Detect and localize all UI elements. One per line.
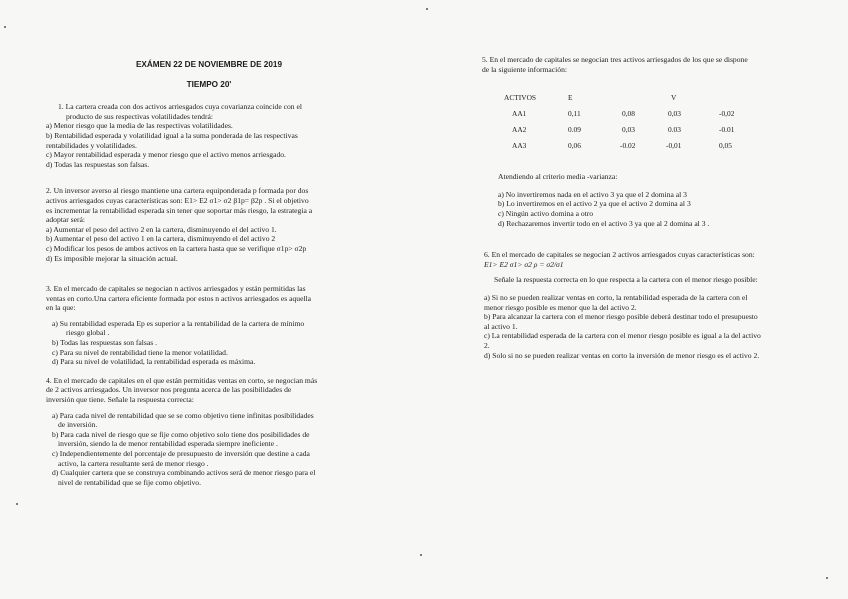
scan-speck [420,554,422,556]
scan-speck [826,577,828,579]
q3-option: c) Para su nivel de rentabilidad tiene la menor volatilidad. [52,347,228,357]
table-cell: -0.01 [719,125,735,135]
question-5 [482,55,802,74]
q3-stem-line: ventas en corto.Una cartera eficiente formada por estos n activos arriesgados es aquella [46,293,312,303]
q6-stem: 6. En el mercado de capitales se negocian 2 activos arriesgados cuyas características son: [484,250,755,260]
q6-option: c) La rentabilidad esperada de la cartera con el menor riesgo posible es igual a la del activo [484,331,761,341]
q2-option: d) Es imposible mejorar la situación actual. [46,253,178,263]
q5-criterion: Atendiendo al criterio media -varianza: [498,172,618,182]
q6-option: menor riesgo posible es menor que la del activo 2. [484,302,637,312]
q2-stem-line: adoptar será: [46,215,86,225]
q2-option: c) Modificar los pesos de ambos activos en la cartera hasta que se verifique σ1p> σ2p [46,243,307,253]
scan-speck [16,503,18,505]
q3-option: b) Todas las respuestas son falsas . [52,338,157,348]
q2-option: b) Aumentar el peso del activo 1 en la cartera, disminuyendo el del activo 2 [46,234,276,244]
table-header: ACTIVOS [504,93,537,103]
q1-option: b) Rentabilidad esperada y volatilidad igual a la suma ponderada de las respectivas [46,130,298,140]
q6-options [484,293,802,360]
table-cell: 0,03 [668,109,681,119]
q5-option: b) Lo invertiremos en el activo 2 ya que el activo 2 domina al 3 [498,199,691,209]
q3-options [46,319,372,367]
left-column [46,60,372,487]
q4-option: c) Independientemente del porcentaje de presupuesto de inversión que destine a cada [52,449,310,458]
q1-options [46,121,372,169]
table-cell: -0.02 [620,141,636,151]
table-cell: 0,11 [568,109,581,119]
table-header: E [568,93,573,103]
q5-option: a) No invertiremos nada en el activo 3 ya que el 2 domina al 3 [498,189,687,199]
q1-option: rentabilidades y volatilidades. [46,140,137,150]
q2-stem-line: es incrementar la rentabilidad esperada sin tener que soportar más riesgo, la estrategia a [46,205,313,215]
q5-stem-line: de la siguiente información: [482,64,567,74]
q6-conditions: E1> E2 σ1> σ2 ρ = σ2/σ1 [484,259,564,269]
q3-stem-line: 3. En el mercado de capitales se negocian n activos arriesgados y están permitidas las [46,284,306,294]
q1-option: c) Mayor rentabilidad esperada y menor riesgo que el activo menos arriesgado. [46,150,286,160]
table-cell: 0,06 [568,141,581,151]
q5-stem-line: 5. En el mercado de capitales se negocian tres activos arriesgados de los que se dispone [482,55,748,64]
q4-option: a) Para cada nivel de rentabilidad que se se como objetivo tiene infinitas posibilidades [52,410,314,420]
q1-option: d) Todas las respuestas son falsas. [46,159,150,169]
q1-stem-line: producto de sus respectivas volatilidades tendrá: [66,111,213,121]
q6-option: al activo 1. [484,321,518,331]
question-6 [482,250,802,360]
table-cell: AA3 [512,141,527,151]
table-cell: 0.03 [668,125,681,135]
q4-option: b) Para cada nivel de riesgo que se fije como objetivo solo tiene dos posibilidades de [52,429,310,439]
q1-option: a) Menor riesgo que la media de las respectivas volatilidades. [46,121,233,131]
q2-stem-line: 2. Un inversor averso al riesgo mantiene una cartera equiponderada p formada por dos [46,186,309,196]
exam-title: EXÁMEN 22 DE NOVIEMBRE DE 2019 [135,60,283,69]
question-4 [46,376,372,488]
q5-option: c) Ningún activo domina a otro [498,208,594,218]
assets-table [482,93,802,155]
q6-option: d) Solo si no se pueden realizar ventas en corto la inversión de menor riesgo es el activo 2. [484,350,760,360]
q4-stem-line: 4. En el mercado de capitales en el que están permitidas ventas en corto, se negocian más [46,375,318,385]
q6-option: 2. [484,340,490,350]
q3-option: d) Para su nivel de volatilidad, la rentabilidad esperada es máxima. [52,357,256,367]
q4-options [46,411,372,488]
q4-option: nivel de rentabilidad que se fije como objetivo. [58,477,201,487]
table-cell: 0,08 [622,109,635,119]
q4-option: inversión, siendo la de menor rentabilidad esperada siempre ineficiente . [58,439,278,449]
q3-option: a) Su rentabilidad esperada Ep es superior a la rentabilidad de la cartera de mínimo [52,318,305,328]
table-cell: 0.09 [568,125,581,135]
table-cell: -0,02 [719,109,735,119]
right-column [482,55,802,360]
q6-option: b) Para alcanzar la cartera con el menor riesgo posible deberá destinar todo el presupuesto [484,312,758,322]
q4-option: activo, la cartera resultante será de menor riesgo . [58,458,209,468]
q2-stem-line: activos arriesgados cuyas características son: E1> E2 σ1> σ2 β1p= β2p . Si el objetivo [46,195,309,205]
q4-option: d) Cualquier cartera que se construya combinando activos será de menor riesgo para el [52,468,316,478]
question-1 [46,102,372,121]
q5-option: d) Rechazaremos invertir todo en el activo 3 ya que al 2 domina al 3 . [498,218,710,228]
table-cell: 0,05 [719,141,732,151]
exam-time: TIEMPO 20' [186,79,232,89]
table-header: V [671,93,677,103]
scan-speck [426,8,428,10]
table-cell: 0,03 [622,125,635,135]
table-cell: AA1 [512,109,527,119]
q4-stem-line: de 2 activos arriesgados. Un inversor nos pregunta acerca de las posibilidades de [46,385,292,395]
question-3 [46,284,372,367]
q2-option: a) Aumentar el peso del activo 2 en la cartera, disminuyendo el del activo 1. [46,224,277,234]
q6-prompt: Señale la respuesta correcta en lo que respecta a la cartera con el menor riesgo posible: [494,275,758,285]
q5-options [482,190,802,228]
q1-stem-line: 1. La cartera creada con dos activos arriesgados cuya covarianza coincide con el [58,102,302,112]
q4-option: de inversión. [58,420,98,430]
table-cell: -0,01 [666,141,682,151]
q3-stem-line: en la que: [46,303,76,313]
q3-option: riesgo global . [66,328,110,338]
q4-stem-line: inversión que tiene. Señale la respuesta correcta: [46,395,194,405]
scan-speck [4,26,6,28]
table-cell: AA2 [512,125,527,135]
question-2 [46,186,372,263]
q6-option: a) Si no se pueden realizar ventas en corto, la rentabilidad esperada de la cartera con el [484,292,748,302]
